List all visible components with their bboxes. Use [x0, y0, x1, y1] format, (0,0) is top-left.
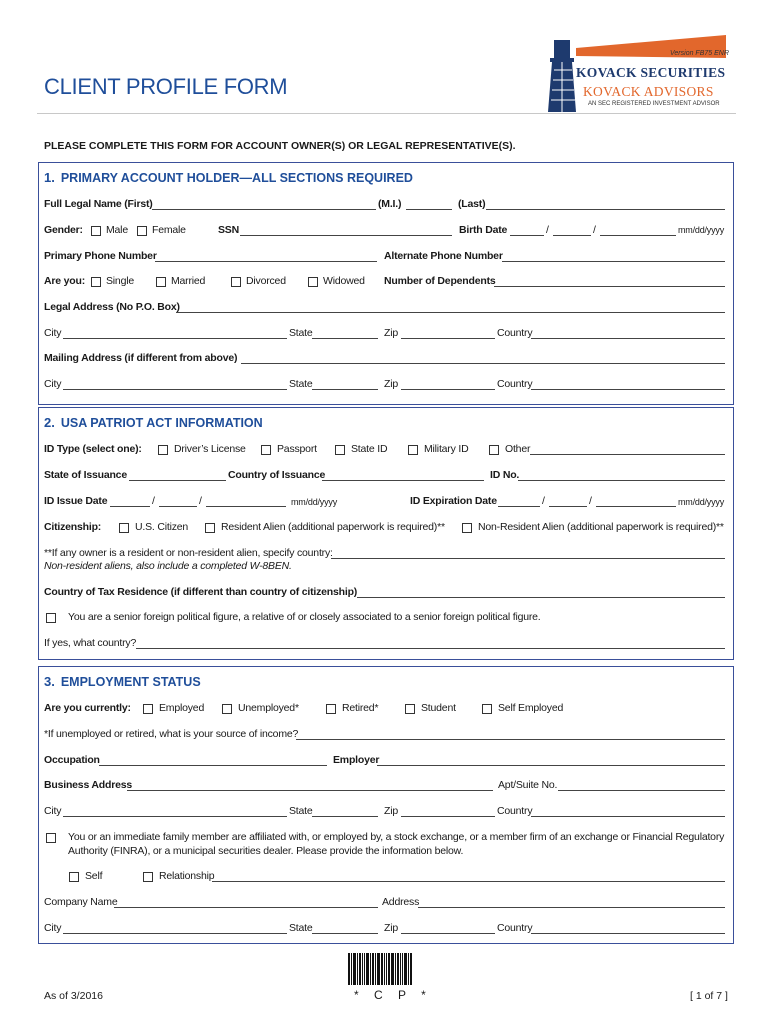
male-label: Male — [106, 224, 128, 236]
business-country-field[interactable] — [531, 816, 725, 817]
apt-suite-field[interactable] — [558, 790, 725, 791]
mailing-address-label: Mailing Address (if different from above) — [44, 352, 238, 364]
exp-month-field[interactable] — [498, 506, 540, 507]
tax-residence-label: Country of Tax Residence (if different than country of citizenship) — [44, 586, 358, 598]
political-figure-label: You are a senior foreign political figure, a relative of or closely associated to a senior foreign political figure. — [68, 611, 541, 623]
page-number: [ 1 of 7 ] — [690, 990, 728, 1002]
issue-date-format: mm/dd/yyyy — [291, 497, 338, 507]
logo-tagline: AN SEC REGISTERED INVESTMENT ADVISOR — [588, 101, 720, 107]
birth-month-field[interactable] — [510, 235, 544, 236]
company-state-field[interactable] — [312, 933, 378, 934]
section-3-title: 3. EMPLOYMENT STATUS — [44, 674, 201, 689]
male-checkbox[interactable] — [91, 226, 101, 236]
issue-day-field[interactable] — [159, 506, 197, 507]
married-label: Married — [171, 275, 206, 287]
legal-country-field[interactable] — [531, 338, 725, 339]
company-city-field[interactable] — [63, 933, 287, 934]
birth-year-field[interactable] — [600, 235, 676, 236]
alternate-phone-field[interactable] — [502, 261, 725, 262]
self-employed-label: Self Employed — [498, 702, 564, 714]
single-label: Single — [106, 275, 134, 287]
date-slash: / — [542, 495, 545, 507]
widowed-label: Widowed — [323, 275, 365, 287]
state-issuance-field[interactable] — [129, 480, 226, 481]
alien-country-field[interactable] — [331, 558, 725, 559]
military-id-checkbox[interactable] — [408, 445, 418, 455]
logo-version-tag: Version FB75 ENR — [670, 50, 729, 57]
retired-checkbox[interactable] — [326, 704, 336, 714]
full-name-label: Full Legal Name (First) — [44, 198, 153, 210]
single-checkbox[interactable] — [91, 277, 101, 287]
business-address-field[interactable] — [127, 790, 493, 791]
header-divider — [37, 113, 736, 114]
section-2-title: 2. USA PATRIOT ACT INFORMATION — [44, 415, 263, 430]
other-id-field[interactable] — [530, 454, 725, 455]
city-label: City — [44, 922, 62, 934]
legal-address-label: Legal Address (No P.O. Box) — [44, 301, 180, 313]
state-issuance-label: State of Issuance — [44, 469, 127, 481]
resident-alien-label: Resident Alien (additional paperwork is required)** — [221, 521, 445, 533]
employer-field[interactable] — [377, 765, 725, 766]
intro-text: PLEASE COMPLETE THIS FORM FOR ACCOUNT OWNER(S) OR LEGAL REPRESENTATIVE(S). — [44, 140, 516, 152]
income-source-field[interactable] — [296, 739, 725, 740]
military-id-label: Military ID — [424, 443, 469, 455]
unemployed-label: Unemployed* — [238, 702, 299, 714]
nonresident-alien-label: Non-Resident Alien (additional paperwork is required)** — [478, 521, 724, 533]
section-1-title: 1. PRIMARY ACCOUNT HOLDER—ALL SECTIONS REQUIRED — [44, 170, 413, 185]
mailing-city-field[interactable] — [63, 389, 287, 390]
student-label: Student — [421, 702, 456, 714]
finra-affiliation-checkbox[interactable] — [46, 833, 56, 843]
company-address-field[interactable] — [418, 907, 725, 908]
mailing-zip-field[interactable] — [401, 389, 495, 390]
passport-checkbox[interactable] — [261, 445, 271, 455]
us-citizen-checkbox[interactable] — [119, 523, 129, 533]
occupation-label: Occupation — [44, 754, 100, 766]
self-checkbox[interactable] — [69, 872, 79, 882]
state-label: State — [289, 327, 313, 339]
exp-year-field[interactable] — [596, 506, 676, 507]
dependents-field[interactable] — [494, 286, 725, 287]
exp-date-format: mm/dd/yyyy — [678, 497, 725, 507]
relationship-checkbox[interactable] — [143, 872, 153, 882]
employed-label: Employed — [159, 702, 205, 714]
barcode-caption: * C P * — [354, 988, 432, 1002]
city-label: City — [44, 805, 62, 817]
divorced-label: Divorced — [246, 275, 286, 287]
ssn-label: SSN — [218, 224, 239, 236]
birth-day-field[interactable] — [553, 235, 591, 236]
income-source-label: *If unemployed or retired, what is your source of income? — [44, 728, 299, 740]
company-name-field[interactable] — [114, 907, 378, 908]
employment-status-label: Are you currently: — [44, 702, 131, 714]
date-slash: / — [152, 495, 155, 507]
marital-status-label: Are you: — [44, 275, 85, 287]
mi-label: (M.I.) — [378, 198, 402, 210]
relationship-label: Relationship — [159, 870, 215, 882]
gender-label: Gender: — [44, 224, 83, 236]
business-zip-field[interactable] — [401, 816, 495, 817]
drivers-license-checkbox[interactable] — [158, 445, 168, 455]
other-id-checkbox[interactable] — [489, 445, 499, 455]
unemployed-checkbox[interactable] — [222, 704, 232, 714]
resident-alien-checkbox[interactable] — [205, 523, 215, 533]
relationship-field[interactable] — [212, 881, 725, 882]
country-label: Country — [497, 378, 533, 390]
country-issuance-label: Country of Issuance — [228, 469, 326, 481]
business-state-field[interactable] — [312, 816, 378, 817]
zip-label: Zip — [384, 327, 398, 339]
passport-label: Passport — [277, 443, 317, 455]
dependents-label: Number of Dependents — [384, 275, 496, 287]
last-name-field[interactable] — [486, 209, 725, 210]
female-checkbox[interactable] — [137, 226, 147, 236]
company-zip-field[interactable] — [401, 933, 495, 934]
legal-city-field[interactable] — [63, 338, 287, 339]
employer-label: Employer — [333, 754, 380, 766]
date-slash: / — [589, 495, 592, 507]
country-label: Country — [497, 805, 533, 817]
drivers-license-label: Driver’s License — [174, 443, 246, 455]
divorced-checkbox[interactable] — [231, 277, 241, 287]
date-slash: / — [199, 495, 202, 507]
citizenship-label: Citizenship: — [44, 521, 102, 533]
mailing-address-field[interactable] — [241, 363, 725, 364]
city-label: City — [44, 378, 62, 390]
state-id-label: State ID — [351, 443, 388, 455]
id-issue-date-label: ID Issue Date — [44, 495, 108, 507]
logo-text-advisors: KOVACK ADVISORS — [583, 84, 714, 99]
country-issuance-field[interactable] — [322, 480, 484, 481]
state-label: State — [289, 378, 313, 390]
country-label: Country — [497, 327, 533, 339]
mi-field[interactable] — [406, 209, 452, 210]
employed-checkbox[interactable] — [143, 704, 153, 714]
city-label: City — [44, 327, 62, 339]
self-label: Self — [85, 870, 103, 882]
legal-zip-field[interactable] — [401, 338, 495, 339]
finra-affiliation-text-1: You or an immediate family member are affiliated with, or employed by, a stock exchange, or a member firm of an exchange or Financial Regulatory — [68, 831, 725, 843]
if-yes-country-label: If yes, what country? — [44, 637, 137, 649]
ssn-field[interactable] — [240, 235, 452, 236]
mailing-state-field[interactable] — [312, 389, 378, 390]
id-type-label: ID Type (select one): — [44, 443, 142, 455]
w8ben-note: Non-resident aliens, also include a completed W-8BEN. — [44, 560, 292, 572]
first-name-field[interactable] — [152, 209, 376, 210]
political-country-field[interactable] — [136, 648, 725, 649]
apt-suite-label: Apt/Suite No. — [498, 779, 558, 791]
mailing-country-field[interactable] — [531, 389, 725, 390]
issue-month-field[interactable] — [110, 506, 150, 507]
other-id-label: Other — [505, 443, 531, 455]
primary-phone-field[interactable] — [155, 261, 377, 262]
last-name-label: (Last) — [458, 198, 486, 210]
birth-date-label: Birth Date — [459, 224, 508, 236]
alternate-phone-label: Alternate Phone Number — [384, 250, 503, 262]
company-address-label: Address — [382, 896, 420, 908]
business-address-label: Business Address — [44, 779, 133, 791]
student-checkbox[interactable] — [405, 704, 415, 714]
logo-text-securities: KOVACK SECURITIES — [576, 65, 726, 80]
as-of-date: As of 3/2016 — [44, 990, 103, 1002]
female-label: Female — [152, 224, 186, 236]
tax-residence-field[interactable] — [357, 597, 725, 598]
zip-label: Zip — [384, 922, 398, 934]
legal-state-field[interactable] — [312, 338, 378, 339]
state-label: State — [289, 922, 313, 934]
alien-country-note: **If any owner is a resident or non-resident alien, specify country: — [44, 547, 333, 559]
political-figure-checkbox[interactable] — [46, 613, 56, 623]
occupation-field[interactable] — [99, 765, 327, 766]
business-city-field[interactable] — [63, 816, 287, 817]
self-employed-checkbox[interactable] — [482, 704, 492, 714]
widowed-checkbox[interactable] — [308, 277, 318, 287]
date-slash: / — [546, 224, 549, 236]
country-label: Country — [497, 922, 533, 934]
date-slash: / — [593, 224, 596, 236]
retired-label: Retired* — [342, 702, 379, 714]
legal-address-field[interactable] — [176, 312, 725, 313]
us-citizen-label: U.S. Citizen — [135, 521, 189, 533]
birth-date-format: mm/dd/yyyy — [678, 225, 725, 235]
zip-label: Zip — [384, 378, 398, 390]
state-label: State — [289, 805, 313, 817]
nonresident-alien-checkbox[interactable] — [462, 523, 472, 533]
primary-phone-label: Primary Phone Number — [44, 250, 157, 262]
id-number-label: ID No. — [490, 469, 520, 481]
finra-affiliation-text-2: Authority (FINRA), or a municipal securities dealer. Please provide the information below. — [68, 845, 464, 857]
exp-day-field[interactable] — [549, 506, 587, 507]
state-id-checkbox[interactable] — [335, 445, 345, 455]
id-expiration-date-label: ID Expiration Date — [410, 495, 497, 507]
zip-label: Zip — [384, 805, 398, 817]
married-checkbox[interactable] — [156, 277, 166, 287]
barcode-icon — [348, 953, 420, 985]
issue-year-field[interactable] — [206, 506, 286, 507]
company-country-field[interactable] — [531, 933, 725, 934]
page-title: CLIENT PROFILE FORM — [44, 74, 288, 99]
id-number-field[interactable] — [518, 480, 725, 481]
company-name-label: Company Name — [44, 896, 118, 908]
